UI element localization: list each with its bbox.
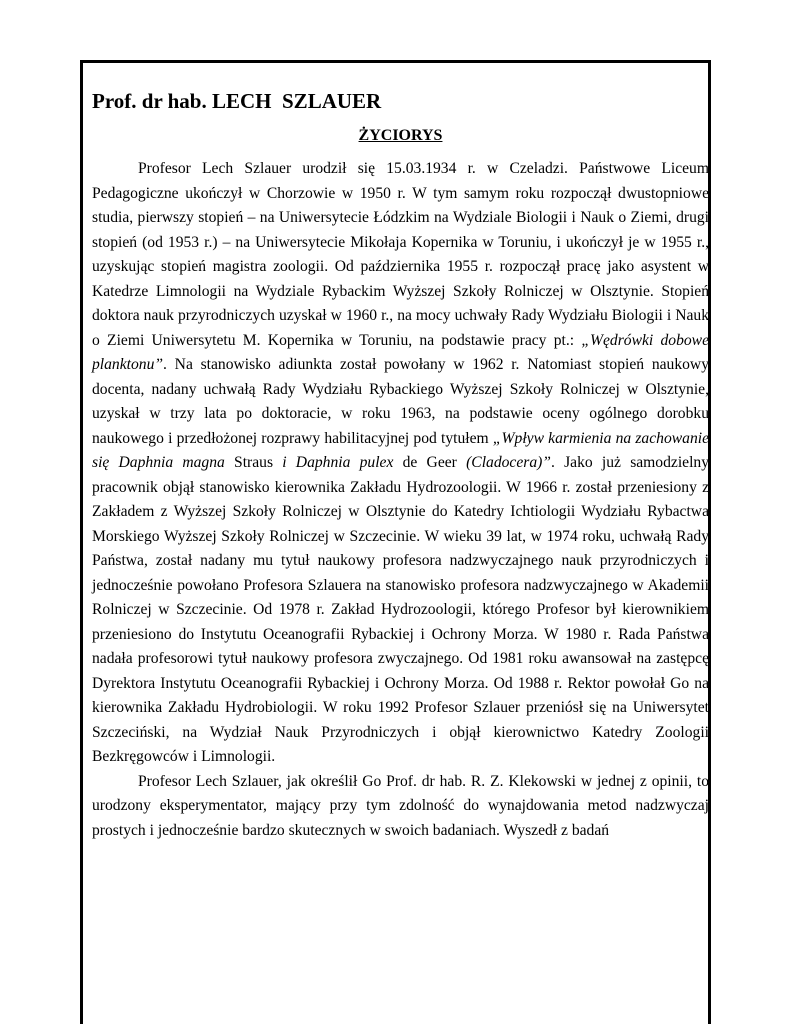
p1-italic-species: i Daphnia pulex [282, 454, 394, 471]
document-title: Prof. dr hab. LECH SZLAUER [92, 89, 382, 113]
biography-paragraph-1 [92, 157, 709, 770]
document-subtitle: ŻYCIORYS [358, 127, 443, 144]
p1-italic-order: (Cladocera)” [466, 454, 551, 471]
p1-text-2: . Na stanowisko adiunkta został powołany w 1962 r. Natomiast stopień naukowy docenta, nadany uchwałą Rady Wydziału Rybackiego Wyższej Szkoły Rolniczej w Olsztynie, uzyskał w trzy lata po doktoracie, w roku 1963, na podstawie oceny ogólnego dorobku naukowego i przedłożonej rozprawy habilitacyjnej pod tytułem [92, 356, 709, 447]
p1-text-1: Profesor Lech Szlauer urodził się 15.03.1934 r. w Czeladzi. Państwowe Liceum Pedagogiczne ukończył w Chorzowie w 1950 r. W tym samym roku rozpoczął dwustopniowe studia, pierwszy stopień – na Uniwersytecie Łódzkim na Wydziale Biologii i Nauk o Ziemi, drugi stopień (od 1953 r.) – na Uniwersytecie Mikołaja Kopernika w Toruniu, i ukończył je w 1955 r., uzyskując stopień magistra zoologii. Od października 1955 r. rozpoczął pracę jako asystent w Katedrze Limnologii na Wydziale Rybackim Wyższej Szkoły Rolniczej w Olsztynie. Stopień doktora nauk przyrodniczych uzyskał w 1960 r., na mocy uchwały Rady Wydziału Biologii i Nauk o Ziemi Uniwersytetu M. Kopernika w Toruniu, na podstawie pracy pt.: [92, 160, 709, 349]
p1-text-3: Straus [224, 454, 283, 471]
p1-italic-title-2: „Wpływ karmienia na zachowanie się Daphnia magna [92, 429, 709, 471]
biography-paragraph-2: Profesor Lech Szlauer, jak określił Go Prof. dr hab. R. Z. Klekowski w jednej z opinii, to urodzony eksperymentator, mający przy tym zdolność do wynajdowania metod nadzwyczaj prostych i jednocześnie bardzo skutecznych w swoich badaniach. Wyszedł z badań [92, 772, 709, 839]
p1-italic-title-1: „Wędrówki dobowe planktonu” [92, 331, 710, 373]
document-body [92, 86, 709, 843]
p1-text-5: . Jako już samodzielny pracownik objął stanowisko kierownika Zakładu Hydrozoologii. W 1966 r. został przeniesiony z Zakładem z Wyższej Szkoły Rolniczej w Olsztynie do Katedry Ichtiologii Wydziału Rybactwa Morskiego Wyższej Szkoły Rolniczej w Szczecinie. W wieku 39 lat, w 1974 roku, uchwałą Rady Państwa, został nadany mu tytuł naukowy profesora nadzwyczajnego nauk przyrodniczych i jednocześnie powołano Profesora Szlauera na stanowisko profesora nadzwyczajnego w Akademii Rolniczej w Szczecinie. Od 1978 r. Zakład Hydrozoologii, którego Profesor był kierownikiem przeniesiono do Instytutu Oceanografii Rybackiej i Ochrony Morza. W 1980 r. Rada Państwa nadała profesorowi tytuł naukowy profesora zwyczajnego. Od 1981 roku awansował na zastępcę Dyrektora Instytutu Oceanografii Rybackiej i Ochrony Morza. Od 1988 r. Rektor powołał Go na kierownika Zakładu Hydrobiologii. W roku 1992 Profesor Szlauer przeniósł się na Uniwersytet Szczeciński, na Wydział Nauk Przyrodniczych i objął kierownictwo Katedry Zoologii Bezkręgowców i Limnologii. [92, 454, 710, 765]
p1-text-4: de Geer [393, 454, 467, 471]
